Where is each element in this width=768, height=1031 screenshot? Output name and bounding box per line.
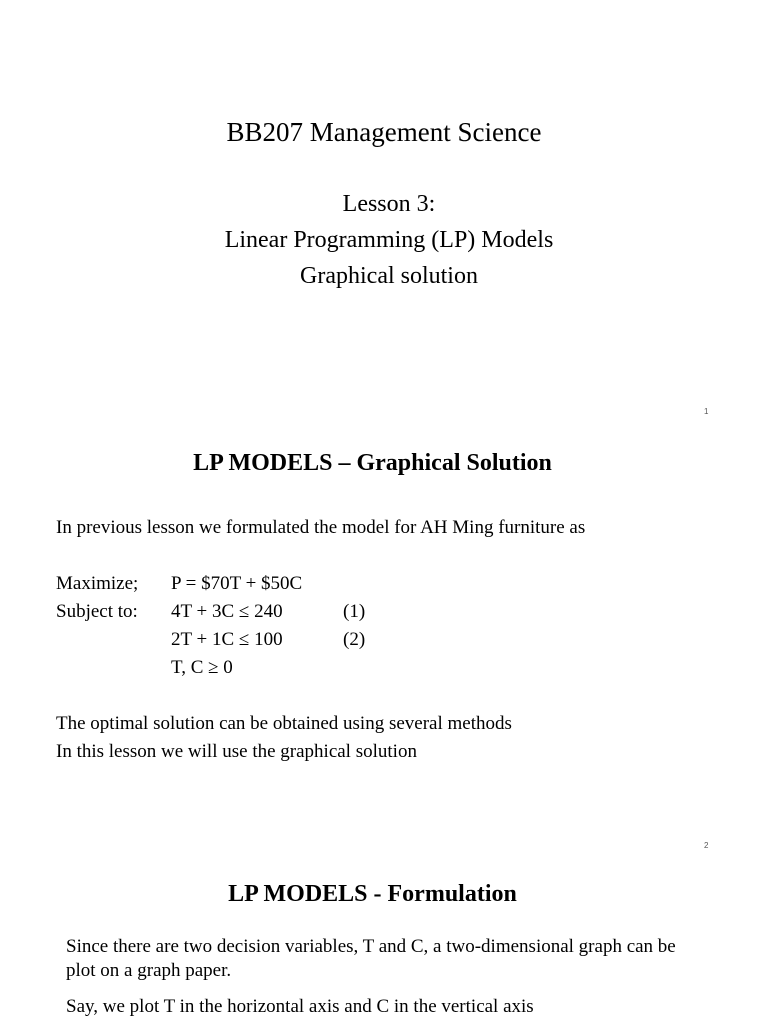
- subtitle-line: Lesson 3:: [342, 191, 436, 217]
- slide-title: BB207 Management Science: [226, 117, 542, 147]
- constraint-row: [56, 626, 585, 654]
- page-number: 1: [704, 407, 709, 416]
- constraint-expression: 4T + 3C ≤ 240: [171, 601, 283, 622]
- slide-title: LP MODELS – Graphical Solution: [193, 450, 552, 476]
- intro-text: In previous lesson we formulated the model for AH Ming furniture as: [56, 517, 586, 538]
- slide-3: [0, 853, 768, 1024]
- subject-to-label: Subject to:: [56, 601, 138, 622]
- slide-1: [0, 0, 768, 420]
- slide-body: [56, 514, 585, 766]
- page-number: 2: [704, 841, 709, 850]
- constraint-row: [56, 654, 585, 682]
- body-paragraph: Since there are two decision variables, T and C, a two-dimensional graph can be plot on a graph paper.: [66, 936, 676, 981]
- constraint-row: [56, 598, 585, 626]
- slide-2: [0, 420, 768, 853]
- body-paragraph: Say, we plot T in the horizontal axis and C in the vertical axis: [66, 996, 534, 1017]
- objective-function: P = $70T + $50C: [171, 573, 303, 594]
- constraint-tag: (2): [343, 629, 366, 650]
- objective-row: [56, 570, 585, 598]
- closing-line: The optimal solution can be obtained using several methods: [56, 713, 512, 734]
- slide-body: [66, 935, 706, 1031]
- subtitle-line: Graphical solution: [300, 263, 478, 289]
- constraint-expression: 2T + 1C ≤ 100: [171, 629, 283, 650]
- closing-line: In this lesson we will use the graphical solution: [56, 741, 417, 762]
- slide-title: LP MODELS - Formulation: [228, 881, 517, 907]
- subtitle-line: Linear Programming (LP) Models: [224, 227, 554, 253]
- constraint-expression: T, C ≥ 0: [171, 657, 233, 678]
- maximize-label: Maximize;: [56, 573, 139, 594]
- slide-subtitle: [0, 186, 768, 294]
- constraint-tag: (1): [343, 601, 366, 622]
